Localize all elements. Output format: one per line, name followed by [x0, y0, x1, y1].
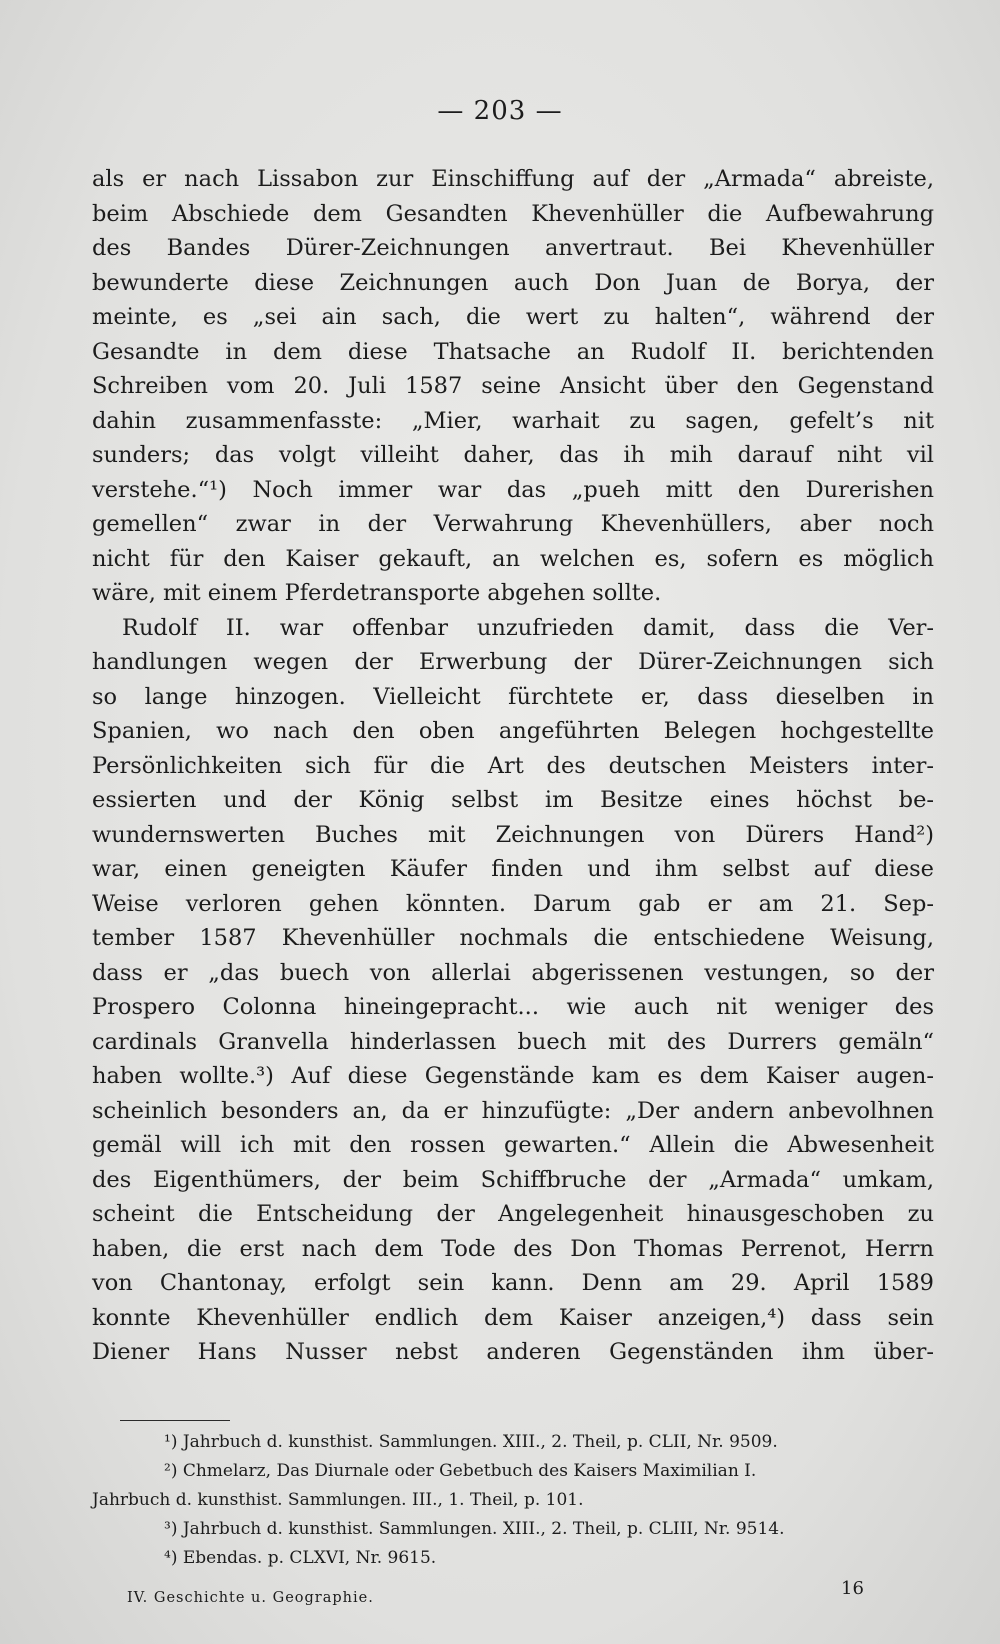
body-line: so lange hinzogen. Vielleicht fürchtete er, dass dieselben in: [92, 683, 934, 710]
footnote-rule: [120, 1420, 230, 1421]
body-line: verstehe.“¹) Noch immer war das „pueh mitt den Durerishen: [92, 476, 934, 503]
sheet-number: 16: [841, 1578, 864, 1599]
body-line: nicht für den Kaiser gekauft, an welchen es, sofern es möglich: [92, 545, 934, 572]
body-line: war, einen geneigten Käufer finden und ihm selbst auf diese: [92, 856, 934, 882]
body-line: des Bandes Dürer-Zeichnungen anvertraut. Bei Khevenhüller: [92, 235, 934, 261]
body-line: beim Abschiede dem Gesandten Khevenhüller die Aufbewahrung: [92, 200, 934, 227]
footnote-2: ²) Chmelarz, Das Diurnale oder Gebetbuch des Kaisers Maximilian I.: [164, 1461, 757, 1481]
body-line: handlungen wegen der Erwerbung der Dürer-Zeichnungen sich: [92, 649, 934, 675]
body-line: Spanien, wo nach den oben angeführten Belegen hochgestellte: [92, 718, 934, 744]
body-line-paragraph-start: Rudolf II. war offenbar unzufrieden damit, dass die Ver-: [122, 614, 934, 641]
body-line: von Chantonay, erfolgt sein kann. Denn am 29. April 1589: [92, 1270, 934, 1296]
body-line: Gesandte in dem diese Thatsache an Rudolf II. berichtenden: [92, 338, 934, 365]
body-line: meinte, es „sei ain sach, die wert zu halten“, während der: [92, 304, 934, 330]
body-line: bewunderte diese Zeichnungen auch Don Juan de Borya, der: [92, 269, 934, 296]
body-line: dahin zusammenfasste: „Mier, warhait zu sagen, gefelt’s nit: [92, 407, 934, 434]
body-line: haben wollte.³) Auf diese Gegenstände kam es dem Kaiser augen-: [92, 1063, 934, 1089]
body-line: gemellen“ zwar in der Verwahrung Khevenhüllers, aber noch: [92, 511, 934, 537]
footnote-3: ³) Jahrbuch d. kunsthist. Sammlungen. XIII., 2. Theil, p. CLIII, Nr. 9514.: [164, 1519, 785, 1539]
body-line: cardinals Granvella hinderlassen buech mit des Durrers gemäln“: [92, 1028, 934, 1055]
body-text: [92, 162, 934, 1370]
body-line: haben, die erst nach dem Tode des Don Thomas Perrenot, Herrn: [92, 1235, 934, 1262]
body-line: wundernswerten Buches mit Zeichnungen von Dürers Hand²): [92, 821, 934, 848]
body-line: des Eigenthümers, der beim Schiffbruche der „Armada“ umkam,: [92, 1166, 934, 1193]
body-line: Diener Hans Nusser nebst anderen Gegenständen ihm über-: [92, 1339, 934, 1365]
body-line: Persönlichkeiten sich für die Art des deutschen Meisters inter-: [92, 752, 934, 779]
body-line: dass er „das buech von allerlai abgerissenen vestungen, so der: [92, 959, 934, 986]
body-line: Weise verloren gehen könnten. Darum gab er am 21. Sep-: [92, 890, 934, 917]
footnote-4: ⁴) Ebendas. p. CLXVI, Nr. 9615.: [164, 1548, 437, 1568]
body-line: tember 1587 Khevenhüller nochmals die entschiedene Weisung,: [92, 925, 934, 951]
body-line: Schreiben vom 20. Juli 1587 seine Ansicht über den Gegenstand: [92, 373, 934, 399]
footnotes: [92, 1428, 934, 1573]
body-line: essierten und der König selbst im Besitze eines höchst be-: [92, 787, 934, 813]
body-line: Prospero Colonna hineingepracht... wie auch nit weniger des: [92, 994, 934, 1020]
signature-mark: IV. Geschichte u. Geographie.: [127, 1590, 374, 1606]
page-number: — 203 —: [437, 96, 563, 126]
body-line: als er nach Lissabon zur Einschiffung auf der „Armada“ abreiste,: [92, 166, 934, 192]
body-line: gemäl will ich mit den rossen gewarten.“ Allein die Abwesenheit: [92, 1132, 934, 1158]
body-line-paragraph-end: wäre, mit einem Pferdetransporte abgehen sollte.: [92, 580, 662, 606]
body-line: sunders; das volgt villeiht daher, das ih mih darauf niht vil: [92, 442, 934, 468]
footnote-1: ¹) Jahrbuch d. kunsthist. Sammlungen. XIII., 2. Theil, p. CLII, Nr. 9509.: [164, 1432, 778, 1452]
body-line: konnte Khevenhüller endlich dem Kaiser anzeigen,⁴) dass sein: [92, 1304, 934, 1331]
body-line: scheinlich besonders an, da er hinzufügte: „Der andern anbevolhnen: [92, 1097, 934, 1124]
body-line: scheint die Entscheidung der Angelegenheit hinausgeschoben zu: [92, 1201, 934, 1227]
footnote-2-continuation: Jahrbuch d. kunsthist. Sammlungen. III., 1. Theil, p. 101.: [92, 1490, 584, 1510]
